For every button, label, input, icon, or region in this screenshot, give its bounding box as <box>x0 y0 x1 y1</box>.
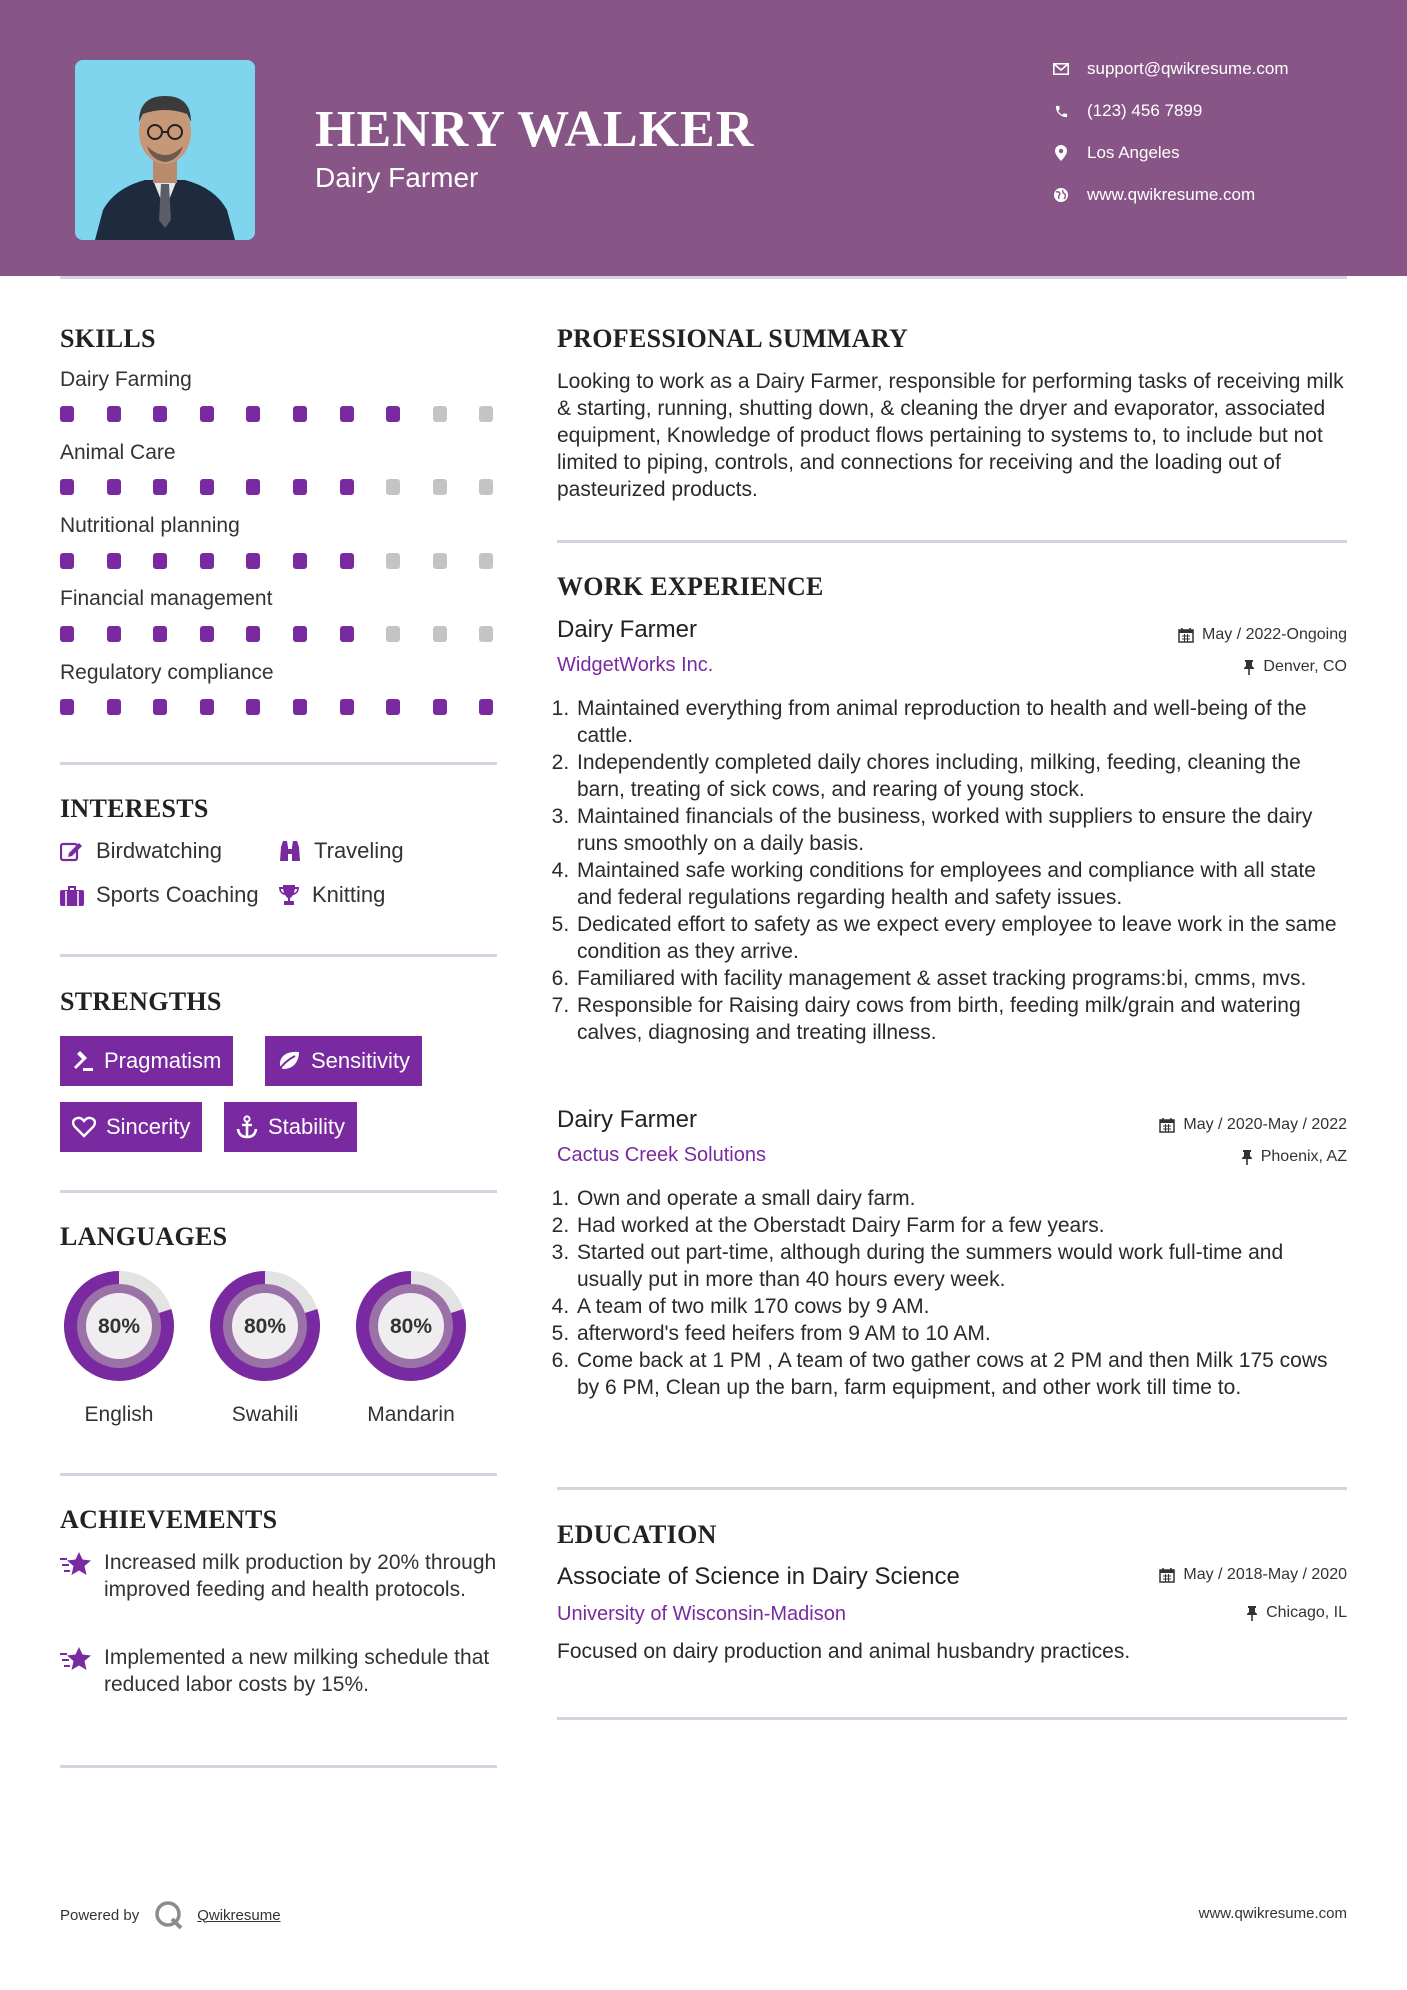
job-duties-list <box>557 1185 1347 1401</box>
skill-dot-empty <box>479 626 493 642</box>
skill-label: Regulatory compliance <box>60 661 274 684</box>
skill-dot-filled <box>60 699 74 715</box>
job-duty: 1. Own and operate a small dairy farm. <box>575 1185 1347 1212</box>
skill-dot-filled <box>153 553 167 569</box>
section-divider <box>60 1473 497 1476</box>
job-duty: 7. Responsible for Raising dairy cows from birth, feeding milk/grain and watering calves, diagnosing and treating illness. <box>575 992 1347 1046</box>
job-dates <box>1159 1116 1347 1134</box>
contact-location-text: Los Angeles <box>1087 143 1180 162</box>
header-banner <box>0 0 1407 276</box>
calendar-icon <box>1159 1117 1175 1133</box>
job-dates <box>1178 626 1347 644</box>
skill-dot-filled <box>479 699 493 715</box>
contact-website[interactable] <box>1050 184 1255 206</box>
briefcase-icon <box>60 884 84 906</box>
envelope-icon <box>1050 58 1072 80</box>
skill-dot-filled <box>200 479 214 495</box>
language-label: English <box>84 1403 154 1426</box>
job-title: Dairy Farmer <box>557 1106 698 1133</box>
summary-text: Looking to work as a Dairy Farmer, responsible for performing tasks of receiving milk & starting, running, shutting down, & cleaning the dryer and evaporator, associated equipment, Knowledge of product flows pertaining to systems to, to include but not limited to piping, controls, and connections for receiving and the loading out of pasteurized products. <box>557 370 1344 501</box>
job-duty: 3. Started out part-time, although during the summers would work full-time and usually put in more than 40 hours every week. <box>575 1239 1347 1293</box>
skill-dot-filled <box>153 699 167 715</box>
skill-dot-filled <box>200 699 214 715</box>
strength-label: Pragmatism <box>104 1048 222 1073</box>
skill-dot-filled <box>246 626 260 642</box>
skill-dot-filled <box>246 479 260 495</box>
job-duty: 4. A team of two milk 170 cows by 9 AM. <box>575 1293 1347 1320</box>
job-duty: 1. Maintained everything from animal reproduction to health and well-being of the cattle. <box>575 695 1347 749</box>
contact-location <box>1050 142 1180 164</box>
skill-dot-empty <box>479 406 493 422</box>
language-item <box>203 1264 327 1427</box>
pushpin-icon <box>1243 659 1255 675</box>
interest-label: Birdwatching <box>96 838 222 863</box>
education-degree: Associate of Science in Dairy Science <box>557 1563 960 1590</box>
pushpin-icon <box>1241 1149 1253 1165</box>
skill-dot-empty <box>433 626 447 642</box>
skill-dot-filled <box>107 406 121 422</box>
profile-photo <box>75 60 255 240</box>
qwikresume-logo-icon <box>153 1900 185 1930</box>
skill-label: Animal Care <box>60 441 176 464</box>
skill-dot-filled <box>293 699 307 715</box>
job-duty: 3. Maintained financials of the business, worked with suppliers to ensure the dairy runs smoothly on a daily basis. <box>575 803 1347 857</box>
section-divider <box>557 1487 1347 1490</box>
interest-label: Traveling <box>314 838 404 863</box>
achievement-text: Implemented a new milking schedule that reduced labor costs by 15%. <box>104 1646 490 1696</box>
heart-icon <box>72 1116 96 1138</box>
interest-item <box>278 838 404 864</box>
interest-item <box>278 882 385 908</box>
interest-item <box>60 838 222 864</box>
achievement-item <box>60 1644 500 1698</box>
job-company: Cactus Creek Solutions <box>557 1144 766 1166</box>
achievement-item <box>60 1549 500 1603</box>
job-location <box>1243 658 1347 676</box>
section-divider <box>557 1717 1347 1720</box>
anchor-icon <box>236 1115 258 1139</box>
contact-email-text: support@qwikresume.com <box>1087 59 1289 78</box>
skill-dot-filled <box>340 479 354 495</box>
footer-brand-link[interactable]: Qwikresume <box>197 1906 281 1924</box>
job-duty: 5. afterword's feed heifers from 9 AM to 10 AM. <box>575 1320 1347 1347</box>
job-duty: 4. Maintained safe working conditions for employees and compliance with all state and federal regulations regarding health and safety issues. <box>575 857 1347 911</box>
leaf-icon <box>277 1051 301 1071</box>
skill-dot-filled <box>153 626 167 642</box>
star-icon <box>60 1646 92 1698</box>
job-location-text: Denver, CO <box>1263 658 1347 675</box>
skill-dot-filled <box>386 406 400 422</box>
contact-email[interactable] <box>1050 58 1289 80</box>
experience-heading: WORK EXPERIENCE <box>557 572 824 601</box>
strength-badge <box>224 1102 357 1152</box>
section-divider <box>60 954 497 957</box>
interests-heading: INTERESTS <box>60 794 209 823</box>
skill-dot-filled <box>293 626 307 642</box>
education-school: University of Wisconsin-Madison <box>557 1603 846 1625</box>
candidate-name: HENRY WALKER <box>315 101 755 158</box>
strength-label: Sincerity <box>106 1114 191 1139</box>
strengths-heading: STRENGTHS <box>60 987 222 1016</box>
trophy-icon <box>278 884 300 906</box>
skill-dot-filled <box>153 479 167 495</box>
contact-phone[interactable] <box>1050 100 1202 122</box>
job-duty: 2. Independently completed daily chores including, milking, feeding, cleaning the barn, treating of sick cows, and rearing of young stock. <box>575 749 1347 803</box>
skill-dot-filled <box>386 699 400 715</box>
skill-dot-filled <box>60 553 74 569</box>
interest-item <box>60 882 259 908</box>
job-location-text: Phoenix, AZ <box>1260 1148 1347 1165</box>
pushpin-icon <box>1246 1605 1258 1621</box>
language-proficiency-ring <box>57 1264 181 1388</box>
skill-dot-filled <box>200 626 214 642</box>
skill-dot-filled <box>153 406 167 422</box>
strength-label: Sensitivity <box>311 1048 411 1073</box>
skill-dot-filled <box>107 626 121 642</box>
strength-label: Stability <box>268 1114 346 1139</box>
skill-label: Financial management <box>60 587 273 610</box>
skill-dot-filled <box>107 699 121 715</box>
contact-website-text: www.qwikresume.com <box>1087 185 1256 204</box>
achievements-heading: ACHIEVEMENTS <box>60 1505 278 1534</box>
achievement-text: Increased milk production by 20% through improved feeding and health protocols. <box>104 1551 497 1601</box>
skill-dot-filled <box>107 553 121 569</box>
job-duty: 5. Dedicated effort to safety as we expect every employee to leave work in the same condition as they arrive. <box>575 911 1347 965</box>
language-item <box>349 1264 473 1427</box>
calendar-icon <box>1178 627 1194 643</box>
phone-icon <box>1050 100 1072 122</box>
footer-website[interactable]: www.qwikresume.com <box>1198 1905 1347 1922</box>
skill-dot-filled <box>340 406 354 422</box>
contact-phone-text: (123) 456 7899 <box>1087 101 1203 120</box>
skill-rating <box>60 699 493 715</box>
skill-dot-empty <box>479 479 493 495</box>
skills-heading: SKILLS <box>60 324 156 353</box>
skill-rating <box>60 479 493 495</box>
skill-dot-filled <box>340 553 354 569</box>
skill-dot-filled <box>200 553 214 569</box>
job-duty: 2. Had worked at the Oberstadt Dairy Farm for a few years. <box>575 1212 1347 1239</box>
language-label: Swahili <box>231 1403 299 1426</box>
skill-dot-filled <box>200 406 214 422</box>
powered-by-text: Powered by <box>60 1906 140 1924</box>
skill-dot-empty <box>479 553 493 569</box>
skill-dot-filled <box>246 699 260 715</box>
section-divider <box>60 1190 497 1193</box>
skill-dot-empty <box>386 553 400 569</box>
job-location <box>1241 1148 1347 1166</box>
language-percent-label: 80% <box>97 1315 141 1338</box>
language-proficiency-ring <box>203 1264 327 1388</box>
skill-label: Nutritional planning <box>60 514 240 537</box>
footer-powered-by <box>60 1900 281 1930</box>
skill-dot-filled <box>107 479 121 495</box>
skill-dot-filled <box>340 699 354 715</box>
job-duties-list <box>557 695 1347 1046</box>
section-divider <box>60 1765 497 1768</box>
language-percent-label: 80% <box>243 1315 287 1338</box>
languages-heading: LANGUAGES <box>60 1222 228 1251</box>
language-label: Mandarin <box>367 1403 455 1426</box>
job-duty: 6. Familiared with facility management & asset tracking programs:bi, cmms, mvs. <box>575 965 1347 992</box>
gavel-icon <box>72 1050 94 1072</box>
star-icon <box>60 1551 92 1603</box>
skill-dot-filled <box>340 626 354 642</box>
binoculars-icon <box>278 839 302 863</box>
skill-rating <box>60 626 493 642</box>
strength-badge <box>60 1036 233 1086</box>
interest-label: Sports Coaching <box>96 882 259 907</box>
candidate-title: Dairy Farmer <box>315 162 479 193</box>
edit-icon <box>60 840 84 862</box>
education-dates-text: May / 2018-May / 2020 <box>1183 1566 1347 1583</box>
skill-dot-filled <box>433 699 447 715</box>
skill-dot-empty <box>433 406 447 422</box>
skill-rating <box>60 553 493 569</box>
map-pin-icon <box>1050 142 1072 164</box>
section-divider <box>60 762 497 765</box>
skill-dot-empty <box>386 626 400 642</box>
language-proficiency-ring <box>349 1264 473 1388</box>
education-heading: EDUCATION <box>557 1520 717 1549</box>
job-dates-text: May / 2022-Ongoing <box>1202 626 1347 643</box>
skill-dot-empty <box>433 479 447 495</box>
job-title: Dairy Farmer <box>557 616 698 643</box>
language-percent-label: 80% <box>389 1315 433 1338</box>
skill-dot-filled <box>60 626 74 642</box>
skill-dot-empty <box>386 479 400 495</box>
education-dates <box>1159 1566 1347 1584</box>
strength-badge <box>265 1036 422 1086</box>
globe-icon <box>1050 184 1072 206</box>
skill-dot-filled <box>293 479 307 495</box>
section-divider <box>557 540 1347 543</box>
education-location-text: Chicago, IL <box>1266 1604 1347 1621</box>
skill-dot-empty <box>433 553 447 569</box>
job-duty: 6. Come back at 1 PM , A team of two gather cows at 2 PM and then Milk 175 cows by 6 PM, Clean up the barn, farm equipment, and other work till time to. <box>575 1347 1347 1401</box>
skill-dot-filled <box>293 553 307 569</box>
job-company: WidgetWorks Inc. <box>557 654 714 676</box>
header-divider <box>60 276 1347 279</box>
skill-dot-filled <box>246 553 260 569</box>
interest-label: Knitting <box>312 882 386 907</box>
job-dates-text: May / 2020-May / 2022 <box>1183 1116 1347 1133</box>
education-description: Focused on dairy production and animal husbandry practices. <box>557 1640 1131 1663</box>
education-location <box>1246 1604 1347 1622</box>
summary-heading: PROFESSIONAL SUMMARY <box>557 324 909 353</box>
skill-dot-filled <box>246 406 260 422</box>
skill-rating <box>60 406 493 422</box>
calendar-icon <box>1159 1567 1175 1583</box>
strength-badge <box>60 1102 202 1152</box>
skill-dot-filled <box>293 406 307 422</box>
skill-label: Dairy Farming <box>60 368 192 391</box>
skill-dot-filled <box>60 406 74 422</box>
skill-dot-filled <box>60 479 74 495</box>
language-item <box>57 1264 181 1427</box>
